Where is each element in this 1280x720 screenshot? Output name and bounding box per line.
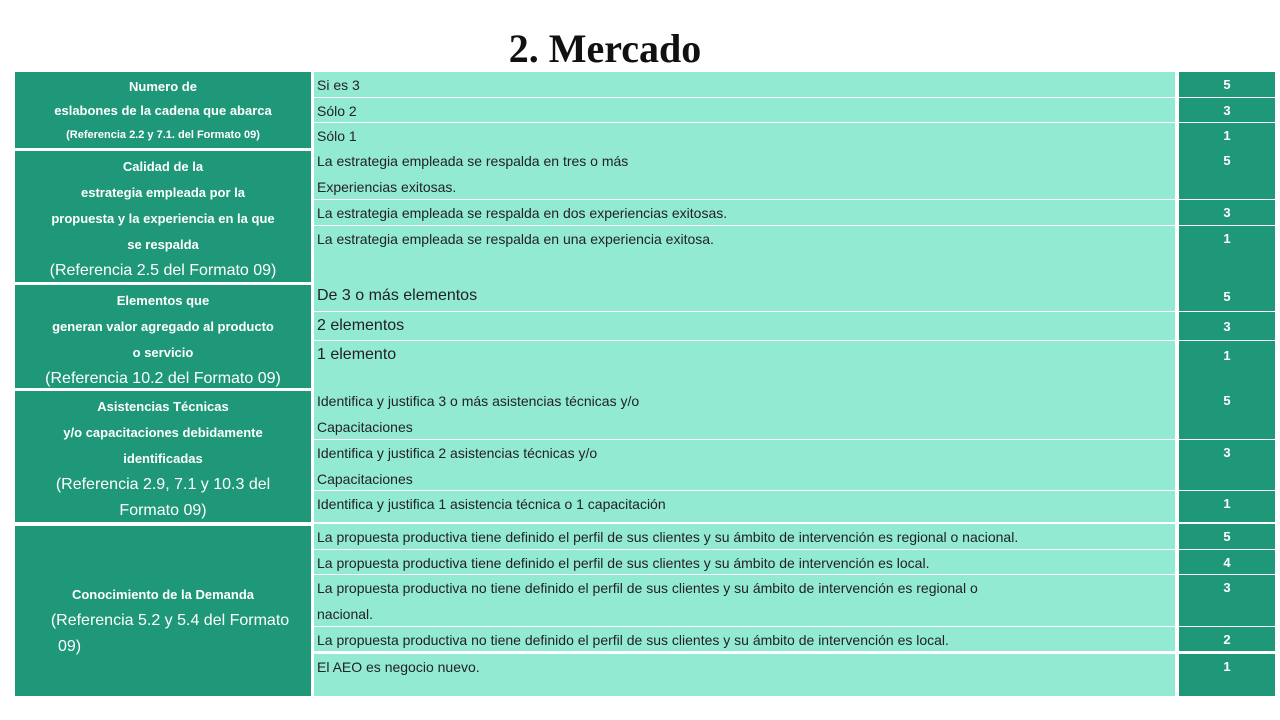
row-score: 5 <box>1179 524 1275 549</box>
table-row <box>314 388 1275 439</box>
table-row <box>314 440 1275 490</box>
criterion-reference: (Referencia 2.9, 7.1 y 10.3 del <box>55 476 271 493</box>
table-row <box>314 98 1275 122</box>
row-description: 2 elementos <box>314 312 1175 340</box>
table-row <box>314 148 1275 199</box>
criterion-line: Asistencias Técnicas <box>97 399 229 414</box>
table-row <box>314 491 1275 522</box>
table-row <box>314 524 1275 549</box>
criterion-line: estrategia empleada por la <box>80 185 245 200</box>
row-score: 1 <box>1179 226 1275 282</box>
criterion-line: propuesta y la experiencia en la que <box>51 211 275 226</box>
table-row <box>314 627 1275 651</box>
row-description-line: Experiencias exitosas. <box>317 179 457 195</box>
criterion-line: Calidad de la <box>122 159 204 174</box>
criterion-group-elementos <box>15 282 1275 388</box>
criterion-line: Numero de <box>129 79 197 94</box>
criterion-line: generan valor agregado al producto <box>52 319 274 334</box>
criterion-cell <box>15 388 311 522</box>
row-description: Sólo 1 <box>314 123 1175 148</box>
row-description-line: Capacitaciones <box>317 471 413 487</box>
row-score: 2 <box>1179 627 1275 651</box>
criterion-group-calidad <box>15 148 1275 282</box>
row-score: 1 <box>1179 491 1275 522</box>
table-row <box>314 123 1275 148</box>
row-description-line: Identifica y justifica 3 o más asistencias técnicas y/o <box>317 393 640 409</box>
row-score: 5 <box>1179 72 1275 97</box>
criterion-group-eslabones <box>15 72 1275 148</box>
row-description <box>314 148 1175 199</box>
table-row <box>314 575 1275 626</box>
table-row <box>314 341 1275 388</box>
criterion-line: Conocimiento de la Demanda <box>71 587 255 602</box>
row-description: La propuesta productiva no tiene definido el perfil de sus clientes y su ámbito de intervención es local. <box>314 627 1175 651</box>
criterion-cell <box>15 148 311 282</box>
criterion-cell <box>15 72 311 148</box>
row-description: La estrategia empleada se respalda en una experiencia exitosa. <box>314 226 1175 282</box>
criterion-cell <box>15 282 311 388</box>
table-row <box>314 226 1275 282</box>
row-description-line: Identifica y justifica 2 asistencias técnicas y/o <box>317 445 598 461</box>
row-score: 3 <box>1179 312 1275 340</box>
row-description: La estrategia empleada se respalda en dos experiencias exitosas. <box>314 200 1175 225</box>
page-title: 2. Mercado <box>508 26 702 71</box>
row-score: 3 <box>1179 98 1275 122</box>
row-score: 3 <box>1179 440 1275 490</box>
row-score: 1 <box>1179 123 1275 148</box>
row-score: 1 <box>1179 654 1275 696</box>
criterion-line: o servicio <box>132 345 194 360</box>
criterion-cell <box>15 522 311 696</box>
criterion-line: se respalda <box>127 237 199 252</box>
row-description <box>314 575 1175 626</box>
row-description <box>314 440 1175 490</box>
row-score: 5 <box>1179 388 1275 439</box>
row-score: 5 <box>1179 148 1275 199</box>
row-score: 3 <box>1179 200 1275 225</box>
criterion-line: Elementos que <box>116 293 210 308</box>
row-description: Identifica y justifica 1 asistencia técnica o 1 capacitación <box>314 491 1175 522</box>
criterion-group-asistencias <box>15 388 1275 522</box>
criterion-line: eslabones de la cadena que abarca <box>54 103 272 118</box>
row-description: Si es 3 <box>314 72 1175 97</box>
table-row <box>314 654 1275 696</box>
row-description: La propuesta productiva tiene definido el perfil de sus clientes y su ámbito de intervención es regional o nacional. <box>314 524 1175 549</box>
row-description <box>314 388 1175 439</box>
criterion-reference: Formato 09) <box>119 502 207 519</box>
table-row <box>314 282 1275 311</box>
row-description-line: nacional. <box>317 606 374 622</box>
table-row <box>314 550 1275 574</box>
row-description-line: Capacitaciones <box>317 419 413 435</box>
row-description-line: La estrategia empleada se respalda en tres o más <box>317 153 629 169</box>
criterion-group-demanda <box>15 522 1275 696</box>
row-description: Sólo 2 <box>314 98 1175 122</box>
row-description: 1 elemento <box>314 341 1175 388</box>
row-score: 1 <box>1179 341 1275 388</box>
row-score: 3 <box>1179 575 1275 626</box>
criterion-line: y/o capacitaciones debidamente <box>63 425 263 440</box>
criterion-line: identificadas <box>123 451 203 466</box>
criterion-reference: (Referencia 10.2 del Formato 09) <box>45 370 281 387</box>
row-description-line: La propuesta productiva no tiene definido el perfil de sus clientes y su ámbito de intervención es regional o <box>317 580 978 596</box>
criterion-reference: (Referencia 5.2 y 5.4 del Formato <box>50 612 290 629</box>
criterion-reference: 09) <box>58 638 82 655</box>
criterion-reference: (Referencia 2.5 del Formato 09) <box>49 262 277 279</box>
row-description: De 3 o más elementos <box>314 282 1175 311</box>
row-description: El AEO es negocio nuevo. <box>314 654 1175 696</box>
criterion-reference: (Referencia 2.2 y 7.1. del Formato 09) <box>66 129 260 141</box>
row-description: La propuesta productiva tiene definido el perfil de sus clientes y su ámbito de intervención es local. <box>314 550 1175 574</box>
table-row <box>314 312 1275 340</box>
row-score: 4 <box>1179 550 1275 574</box>
row-score: 5 <box>1179 282 1275 311</box>
table-row <box>314 72 1275 97</box>
table-row <box>314 200 1275 225</box>
